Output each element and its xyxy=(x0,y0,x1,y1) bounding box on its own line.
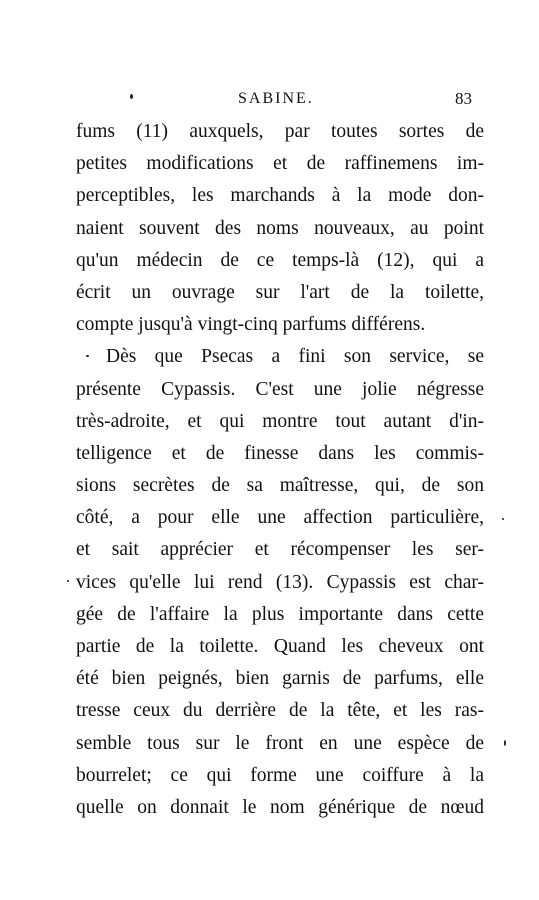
text-line: tresse ceux du derrière de la tête, et les ras- xyxy=(76,700,484,722)
body-text xyxy=(76,116,484,824)
text-line: compte jusqu'à vingt-cinq parfums différens. xyxy=(76,314,426,336)
text-line: semble tous sur le front en une espèce de xyxy=(76,732,484,754)
text-line: sions secrètes de sa maîtresse, qui, de son xyxy=(76,475,484,497)
text-line: telligence et de finesse dans les commis- xyxy=(76,442,484,464)
ink-speck xyxy=(130,94,133,99)
text-line: été bien peignés, bien garnis de parfums, elle xyxy=(76,668,484,690)
text-line: qu'un médecin de ce temps-là (12), qui a xyxy=(76,249,484,271)
ink-speck xyxy=(86,355,89,357)
text-line: vices qu'elle lui rend (13). Cypassis est char- xyxy=(76,571,484,593)
text-line: gée de l'affaire la plus importante dans cette xyxy=(76,603,484,625)
text-line: quelle on donnait le nom générique de nœud xyxy=(76,796,484,818)
ink-speck xyxy=(504,740,506,746)
text-line: présente Cypassis. C'est une jolie négresse xyxy=(76,378,484,400)
text-line: Dès que Psecas a fini son service, se xyxy=(106,346,484,368)
running-title: SABINE. xyxy=(238,90,314,107)
ink-speck xyxy=(502,518,504,520)
text-line: perceptibles, les marchands à la mode don- xyxy=(76,185,484,207)
ink-speck xyxy=(67,580,69,582)
text-line: bourrelet; ce qui forme une coiffure à la xyxy=(76,764,484,786)
text-line: écrit un ouvrage sur l'art de la toilette, xyxy=(76,281,484,303)
text-line: naient souvent des noms nouveaux, au point xyxy=(76,217,484,239)
text-line: partie de la toilette. Quand les cheveux ont xyxy=(76,636,484,657)
text-line: fums (11) auxquels, par toutes sortes de xyxy=(76,121,484,142)
text-line: petites modifications et de raffinemens im- xyxy=(76,153,484,175)
text-line: très-adroite, et qui montre tout autant d'in- xyxy=(76,410,484,432)
text-line: et sait apprécier et récompenser les ser- xyxy=(76,539,484,561)
page-number: 83 xyxy=(455,89,472,108)
text-line: côté, a pour elle une affection particulière, xyxy=(76,507,484,529)
page-header xyxy=(0,90,539,114)
